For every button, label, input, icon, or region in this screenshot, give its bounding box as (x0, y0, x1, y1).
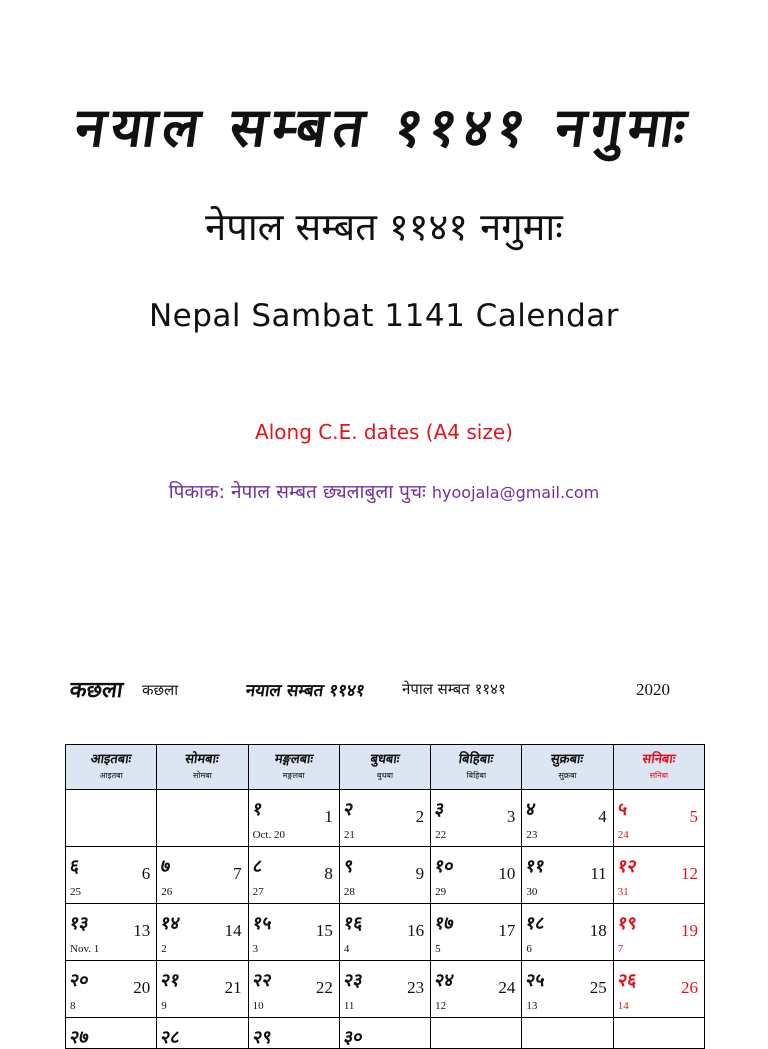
nepal-sambat-ranjana: नयाल सम्बत ११४१ (244, 681, 367, 701)
ce-date: 21 (343, 829, 355, 841)
nepal-sambat-date: २३ (342, 970, 364, 991)
ce-date: 7 (617, 943, 624, 955)
title-ranjana: नयाल सम्बत ११४१ नगुमाः (71, 95, 697, 159)
publisher-name: पिकाक: नेपाल सम्बत छ्यलाबुला पुचः (168, 481, 426, 503)
day-cell (339, 904, 430, 961)
day-cell (157, 1018, 248, 1049)
ce-date: 31 (617, 886, 629, 898)
title-english: Nepal Sambat 1141 Calendar (148, 298, 620, 334)
weekday-header (339, 745, 430, 790)
day-number: 7 (233, 864, 242, 883)
ce-date: 24 (617, 829, 629, 841)
nepal-sambat-date: २८ (159, 1027, 182, 1048)
nepal-sambat-date: २० (68, 970, 91, 991)
day-cell (431, 790, 522, 847)
day-cell (431, 904, 522, 961)
weekday-header-row (66, 745, 705, 790)
day-number: 20 (133, 978, 151, 997)
nepal-sambat-date: ११ (524, 856, 547, 877)
weekday-header (248, 745, 339, 790)
nepal-sambat-date: १७ (433, 913, 456, 934)
nepal-sambat-date: २४ (433, 970, 456, 991)
ce-date: 2 (161, 943, 167, 955)
ce-date: 5 (435, 943, 441, 955)
day-cell (248, 904, 339, 961)
ce-date: 14 (617, 1000, 629, 1012)
day-cell (248, 1018, 339, 1049)
day-number: 17 (498, 921, 516, 940)
day-number: 5 (689, 807, 698, 826)
day-number: 25 (589, 978, 607, 997)
month-name-devanagari: कछला (142, 681, 179, 699)
publisher-email[interactable]: hyoojala@gmail.com (431, 483, 600, 502)
day-cell (66, 790, 157, 847)
ce-year: 2020 (636, 680, 670, 699)
weekday-ranjana: सनिबाः (641, 752, 677, 767)
nepal-sambat-date: ३ (433, 799, 446, 820)
day-cell (339, 847, 430, 904)
day-cell (339, 790, 430, 847)
nepal-sambat-date: १ (251, 799, 264, 820)
weekday-ranjana: बुधबाः (369, 752, 401, 767)
day-number: 8 (324, 864, 333, 883)
day-cell (157, 847, 248, 904)
ce-date: 9 (161, 1000, 167, 1012)
nepal-sambat-date: २१ (159, 970, 182, 991)
nepal-sambat-date: २ (342, 799, 355, 820)
day-number: 23 (407, 978, 425, 997)
day-number: 21 (224, 978, 242, 997)
weekday-ranjana: सोमबाः (184, 752, 220, 767)
day-cell (613, 847, 704, 904)
weekday-header (522, 745, 613, 790)
week-row (66, 961, 705, 1018)
ce-date: 29 (435, 886, 447, 898)
day-number: 10 (498, 864, 516, 883)
nepal-sambat-date: २९ (251, 1027, 273, 1048)
day-number: 6 (141, 864, 151, 883)
ce-date: 11 (343, 1000, 355, 1012)
day-cell (522, 847, 613, 904)
day-cell (431, 847, 522, 904)
day-cell (157, 961, 248, 1018)
nepal-sambat-date: १६ (342, 913, 364, 934)
day-cell (339, 1018, 430, 1049)
day-cell (66, 904, 157, 961)
ce-date: 25 (70, 886, 81, 898)
ce-date: 27 (252, 886, 264, 898)
weekday-header (157, 745, 248, 790)
day-cell (522, 961, 613, 1018)
ce-date: 26 (161, 886, 173, 898)
ce-date: 30 (526, 886, 538, 898)
nepal-sambat-date: १५ (251, 913, 273, 934)
ce-date: 23 (526, 829, 538, 841)
week-row (66, 904, 705, 961)
ce-date: 8 (70, 1000, 76, 1012)
day-number: 1 (324, 807, 333, 826)
nepal-sambat-devanagari: नेपाल सम्बत ११४१ (402, 680, 506, 698)
day-number: 3 (506, 807, 516, 826)
weekday-devanagari: बिहिबा (466, 771, 487, 780)
week-row (66, 847, 705, 904)
day-number: 24 (498, 978, 516, 997)
day-cell (522, 904, 613, 961)
day-cell (248, 847, 339, 904)
nepal-sambat-date: ९ (342, 856, 355, 877)
day-number: 9 (415, 864, 425, 883)
day-cell (613, 790, 704, 847)
week-row (66, 790, 705, 847)
month-name-ranjana: कछला (68, 677, 125, 703)
day-number: 19 (681, 921, 698, 940)
ce-date: 6 (526, 943, 532, 955)
weekday-header (66, 745, 157, 790)
weekday-header (431, 745, 522, 790)
nepal-sambat-date: १२ (616, 856, 638, 877)
day-number: 12 (681, 864, 698, 883)
day-number: 2 (415, 807, 425, 826)
title-devanagari: नेपाल सम्बत ११४१ नगुमाः (205, 205, 563, 249)
day-cell (431, 961, 522, 1018)
month-header (66, 674, 706, 704)
day-cell (613, 1018, 704, 1049)
nepal-sambat-date: २६ (616, 970, 638, 991)
weekday-devanagari: सोमबा (192, 771, 212, 780)
nepal-sambat-date: ७ (159, 856, 173, 877)
day-cell (613, 904, 704, 961)
weekday-ranjana: आइतबाः (89, 752, 133, 767)
day-number: 22 (315, 978, 333, 997)
calendar-grid (65, 744, 705, 1049)
weekday-devanagari: आइतबा (99, 771, 123, 780)
ce-date: Oct. 20 (252, 829, 285, 841)
calendar-body (66, 790, 705, 1049)
weekday-ranjana: बिहिबाः (457, 752, 495, 767)
nepal-sambat-date: ५ (616, 799, 629, 820)
weekday-devanagari: सनिबा (649, 771, 669, 780)
day-cell (431, 1018, 522, 1049)
week-row (66, 1018, 705, 1049)
nepal-sambat-date: ४ (524, 799, 538, 820)
ce-date: 3 (252, 943, 259, 955)
nepal-sambat-date: ६ (68, 856, 81, 877)
ce-date: 12 (435, 1000, 447, 1012)
weekday-devanagari: सुक्रबा (558, 771, 577, 780)
nepal-sambat-date: १४ (159, 913, 182, 934)
day-cell (66, 961, 157, 1018)
ce-date: 13 (526, 1000, 538, 1012)
ce-date: 10 (252, 1000, 264, 1012)
publisher-line (0, 478, 768, 504)
weekday-devanagari: मङ्गलबा (282, 771, 305, 780)
nepal-sambat-date: १३ (68, 913, 91, 934)
ce-date: 22 (435, 829, 447, 841)
day-cell (66, 847, 157, 904)
nepal-sambat-date: १० (433, 856, 456, 877)
day-cell (522, 790, 613, 847)
day-cell (248, 790, 339, 847)
nepal-sambat-date: १८ (524, 913, 547, 934)
weekday-ranjana: सुक्रबाः (550, 752, 585, 767)
day-cell (613, 961, 704, 1018)
day-cell (157, 904, 248, 961)
ce-date: 28 (343, 886, 355, 898)
day-cell (157, 790, 248, 847)
nepal-sambat-date: ८ (251, 856, 264, 877)
nepal-sambat-date: २२ (251, 970, 273, 991)
day-number: 14 (224, 921, 242, 940)
day-number: 18 (589, 921, 607, 940)
ce-date: Nov. 1 (70, 943, 100, 955)
day-number: 13 (133, 921, 151, 940)
nepal-sambat-date: १९ (616, 913, 638, 934)
nepal-sambat-date: २५ (524, 970, 547, 991)
nepal-sambat-date: २७ (68, 1027, 91, 1048)
day-number: 16 (407, 921, 425, 940)
weekday-header (613, 745, 704, 790)
weekday-ranjana: मङ्गलबाः (273, 752, 314, 767)
weekday-devanagari: बुधबा (376, 771, 394, 780)
day-number: 15 (315, 921, 333, 940)
day-number: 11 (590, 864, 607, 883)
subtitle: Along C.E. dates (A4 size) (255, 420, 513, 444)
ce-date: 4 (343, 943, 350, 955)
day-cell (248, 961, 339, 1018)
day-cell (339, 961, 430, 1018)
day-cell (66, 1018, 157, 1049)
day-cell (522, 1018, 613, 1049)
day-number: 4 (598, 807, 607, 826)
nepal-sambat-date: ३० (342, 1027, 364, 1048)
day-number: 26 (681, 978, 698, 997)
